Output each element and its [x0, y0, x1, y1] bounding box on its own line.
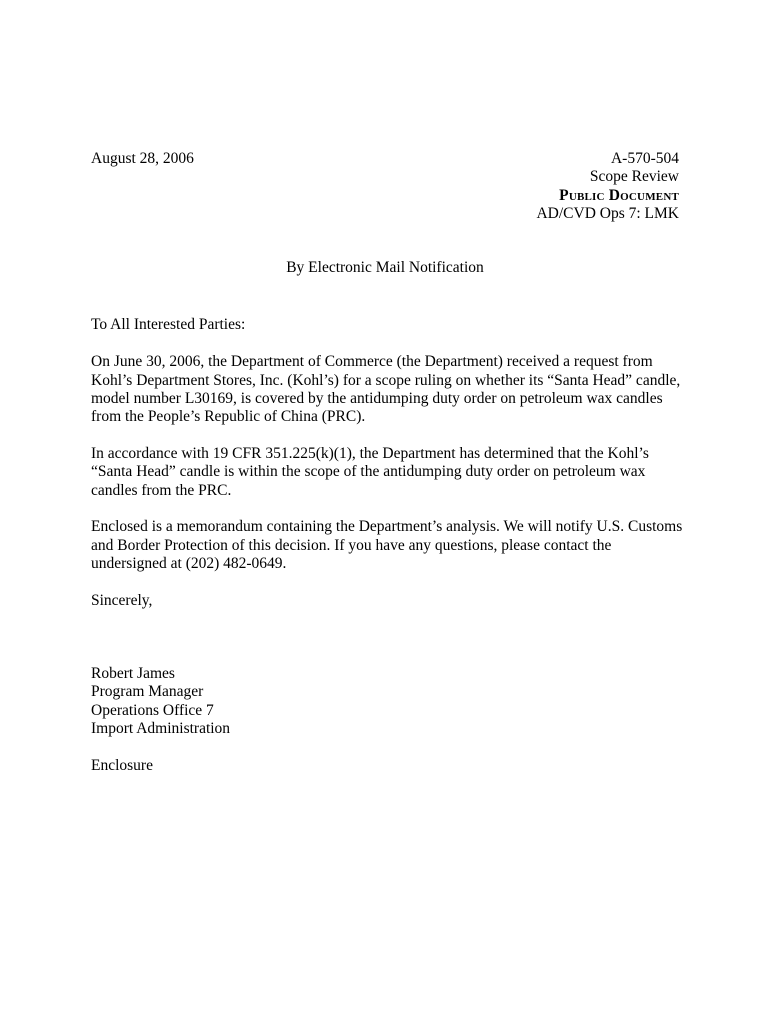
document-class: Public Document — [559, 186, 679, 204]
letter-date: August 28, 2006 — [91, 150, 194, 167]
case-type: Scope Review — [589, 168, 679, 186]
signer-office: Operations Office 7 — [91, 701, 214, 719]
case-number: A-570-504 — [610, 150, 679, 167]
paragraph-request: On June 30, 2006, the Department of Commerce (the Department) received a request from Kohl’s Department Stores, Inc. (Kohl’s) for a scope ruling on whether its “Santa Head” candle, model number L30169, is covered by the antidumping duty order on petroleum wax candles from the People’s Republic of China (PRC). — [91, 353, 681, 426]
signer-unit: Import Administration — [91, 719, 231, 737]
letter-body — [91, 316, 683, 794]
paragraph-determination: In accordance with 19 CFR 351.225(k)(1), the Department has determined that the Kohl’s “Santa Head” candle is within the scope of the antidumping duty order on petroleum wax candles from the PRC. — [91, 444, 649, 499]
paragraph-enclosure-notice: Enclosed is a memorandum containing the Department’s analysis. We will notify U.S. Customs and Border Protection of this decision. If you have any questions, please contact the undersigned at (202) 482-0649. — [91, 518, 683, 572]
office-code: AD/CVD Ops 7: LMK — [536, 204, 679, 222]
closing: Sincerely, — [91, 591, 153, 609]
delivery-method: By Electronic Mail Notification — [286, 259, 484, 276]
salutation: To All Interested Parties: — [91, 316, 246, 333]
signature-block — [91, 665, 683, 738]
signer-name: Robert James — [91, 665, 175, 683]
enclosure-label: Enclosure — [91, 756, 153, 774]
signer-title: Program Manager — [91, 683, 204, 701]
reference-block — [536, 150, 679, 223]
